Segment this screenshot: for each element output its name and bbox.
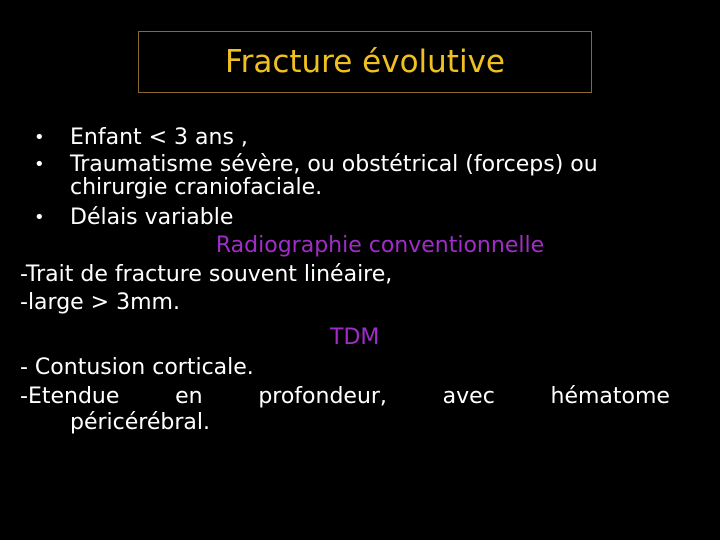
- subheading-radiographie: Radiographie conventionnelle: [215, 233, 545, 258]
- bullet-dot-icon: •: [34, 206, 45, 228]
- tdm-line: - Contusion corticale.: [20, 355, 254, 380]
- slide-title: Fracture évolutive: [225, 44, 505, 80]
- title-box: [138, 31, 592, 93]
- subheading-tdm: TDM: [330, 324, 380, 350]
- tdm-word: profondeur,: [258, 383, 387, 409]
- bullet-text: Traumatisme sévère, ou obstétrical (forceps) ou: [70, 151, 598, 177]
- bullet-item: [20, 124, 680, 153]
- bullet-text-continuation: chirurgie craniofaciale.: [70, 174, 323, 200]
- tdm-word: avec: [442, 383, 495, 409]
- bullet-text: Enfant < 3 ans ,: [70, 125, 248, 150]
- tdm-word: en: [175, 383, 203, 409]
- bullet-text: Délais variable: [70, 204, 234, 230]
- bullet-dot-icon: •: [34, 127, 45, 148]
- tdm-word: -Etendue: [20, 383, 120, 409]
- tdm-line-continuation: péricérébral.: [70, 410, 210, 435]
- tdm-word: hématome: [550, 383, 670, 409]
- bullet-item: [20, 204, 680, 233]
- radio-line: -Trait de fracture souvent linéaire,: [20, 261, 393, 287]
- radio-line: -large > 3mm.: [20, 290, 180, 315]
- bullet-dot-icon: •: [34, 153, 45, 175]
- tdm-line-justified: [20, 383, 670, 412]
- bullet-item: [20, 153, 680, 199]
- slide-content: [20, 124, 680, 434]
